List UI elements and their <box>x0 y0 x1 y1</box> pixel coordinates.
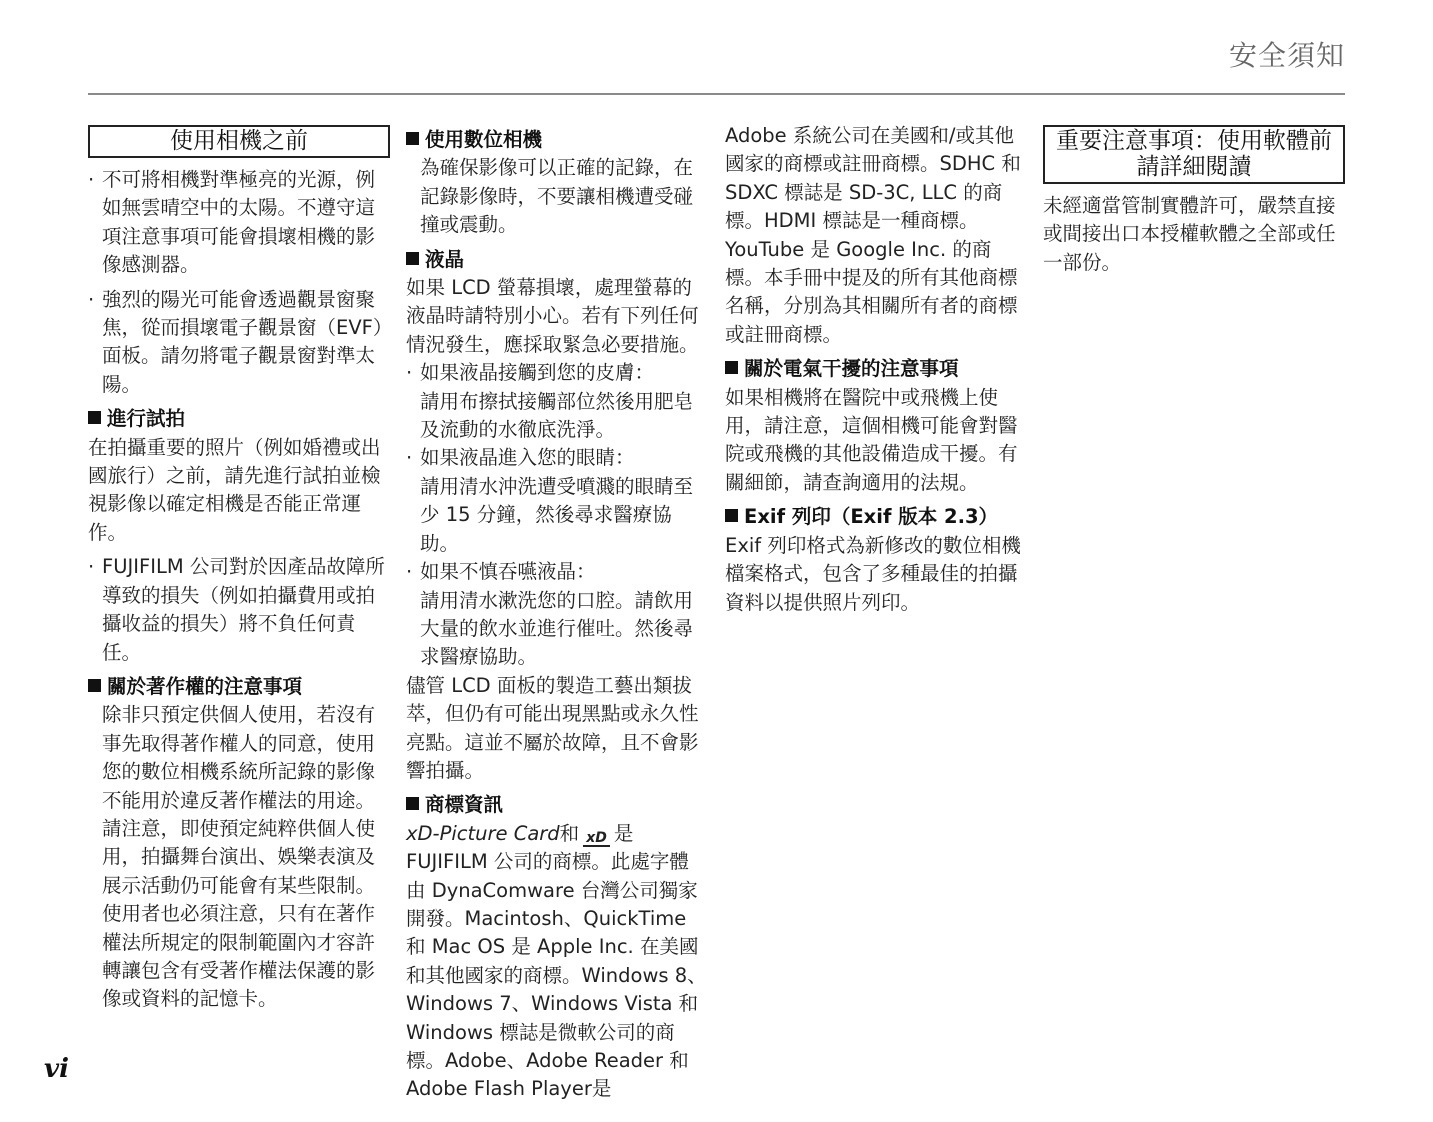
lcd-text: 如果 LCD 螢幕損壞，處理螢幕的液晶時請特別小心。若有下列任何情況發生，應採取緊急必要措施。 <box>406 276 699 356</box>
header-divider <box>88 93 1345 95</box>
section-box-title-software: 重要注意事項：使用軟體前請詳細閱讀 <box>1043 125 1345 184</box>
lcd-bullet-skin-heading: · 如果液晶接觸到您的皮膚： <box>406 359 708 387</box>
trademark-text <box>406 820 708 1104</box>
section-heading-exif <box>725 503 1027 531</box>
xd-card-name: xD-Picture Card <box>406 821 560 845</box>
lcd-bullet-eyes-heading: · 如果液晶進入您的眼睛： <box>406 444 708 472</box>
square-bullet-icon <box>406 252 419 265</box>
trademark-is: 是 <box>613 821 634 845</box>
lcd-bullet-swallow-heading: · 如果不慎吞嚥液晶： <box>406 558 708 586</box>
lcd-bullet-skin-body: 請用布擦拭接觸部位然後用肥皂及流動的水徹底洗淨。 <box>420 389 694 442</box>
copyright-text: 除非只預定供個人使用，若沒有事先取得著作權人的同意，使用您的數位相機系統所記錄的影像不能用於違反著作權法的用途。請注意，即使預定純粹供個人使用，拍攝舞台演出、娛樂表演及展示活動仍可能會有某些限制。使用者也必須注意，只有在著作權法所規定的限制範圍內才容許轉讓包含有受著作權法保護的影像或資料的記憶卡。 <box>102 703 376 1011</box>
using-camera-text: 為確保影像可以正確的記錄，在記錄影像時，不要讓相機遭受碰撞或震動。 <box>420 156 694 237</box>
bullet-bright-light: · 不可將相機對準極亮的光源，例如無雲晴空中的太陽。不遵守這項注意事項可能會損壞相機的影像感測器。 <box>88 166 390 280</box>
column-1 <box>88 122 390 1014</box>
square-bullet-icon <box>725 361 738 374</box>
software-notice-text: 未經適當管制實體許可，嚴禁直接或間接出口本授權軟體之全部或任一部份。 <box>1043 194 1336 274</box>
section-heading-label: 使用數位相機 <box>425 128 543 151</box>
section-heading-label: 液晶 <box>425 247 465 271</box>
section-heading-liquid-crystal <box>406 246 708 274</box>
section-heading-label: 商標資訊 <box>425 793 504 817</box>
square-bullet-icon <box>88 679 101 692</box>
section-heading-label: 進行試拍 <box>107 407 186 431</box>
section-box-title-before-use: 使用相機之前 <box>88 125 390 158</box>
test-shots-text: 在拍攝重要的照片（例如婚禮或出國旅行）之前，請先進行試拍並檢視影像以確定相機是否能正常運作。 <box>88 435 381 544</box>
bullet-evf-sunlight: · 強烈的陽光可能會透過觀景窗聚焦，從而損壞電子觀景窗（EVF）面板。請勿將電子觀景窗對準太陽。 <box>88 286 390 400</box>
square-bullet-icon <box>88 411 101 424</box>
interference-text: 如果相機將在醫院中或飛機上使用，請注意，這個相機可能會對醫院或飛機的其他設備造成干擾。有關細節，請查詢適用的法規。 <box>725 385 1018 494</box>
xd-logo-icon: xD <box>583 831 610 847</box>
column-3 <box>725 122 1027 617</box>
section-heading-label: 關於著作權的注意事項 <box>107 674 303 698</box>
square-bullet-icon <box>406 132 419 145</box>
lcd-note-text: 儘管 LCD 面板的製造工藝出類拔萃，但仍有可能出現黑點或永久性亮點。這並不屬於故障，且不會影響拍攝。 <box>406 673 699 782</box>
page-number: vi <box>44 1054 69 1084</box>
trademark-body: FUJIFILM 公司的商標。此處字體由 DynaComware 台灣公司獨家開發。Macintosh、QuickTime 和 Mac OS 是 Apple Inc. 在美國和其他國家的商標。Windows 8、Windows 7、Windows Vista 和 Windows 標誌是微軟公司的商標。Adobe、Adobe Reader 和 Adobe Flash Player是 <box>406 850 707 1101</box>
square-bullet-icon <box>725 509 738 522</box>
square-bullet-icon <box>406 797 419 810</box>
lcd-bullet-eyes-body: 請用清水沖洗遭受噴濺的眼睛至少 15 分鐘，然後尋求醫療協助。 <box>420 474 694 555</box>
column-2 <box>406 122 708 1104</box>
bullet-fujifilm-liability: · FUJIFILM 公司對於因產品故障所導致的損失（例如拍攝費用或拍攝收益的損失）將不負任何責任。 <box>88 553 390 667</box>
section-heading-copyright <box>88 673 390 701</box>
section-heading-interference <box>725 355 1027 383</box>
section-heading-trademarks <box>406 791 708 819</box>
section-heading-label: Exif 列印（Exif 版本 2.3） <box>744 505 999 529</box>
section-heading-test-shots <box>88 405 390 433</box>
section-heading-using-camera <box>406 126 708 154</box>
trademark-continued-text: Adobe 系統公司在美國和/或其他國家的商標或註冊商標。SDHC 和 SDXC 標誌是 SD-3C, LLC 的商標。HDMI 標誌是一種商標。YouTube 是 Google Inc. 的商標。本手冊中提及的所有其他商標名稱，分別為其相關所有者的商標或註冊商標。 <box>725 124 1021 346</box>
section-heading-label: 關於電氣干擾的注意事項 <box>744 357 959 381</box>
column-4 <box>1043 122 1345 277</box>
exif-text: Exif 列印格式為新修改的數位相機檔案格式，包含了多種最佳的拍攝資料以提供照片列印。 <box>725 533 1021 614</box>
lcd-bullet-swallow-body: 請用清水漱洗您的口腔。請飲用大量的飲水並進行催吐。然後尋求醫療協助。 <box>420 588 694 669</box>
page-header-title: 安全須知 <box>1228 39 1345 72</box>
trademark-and: 和 <box>559 821 580 845</box>
